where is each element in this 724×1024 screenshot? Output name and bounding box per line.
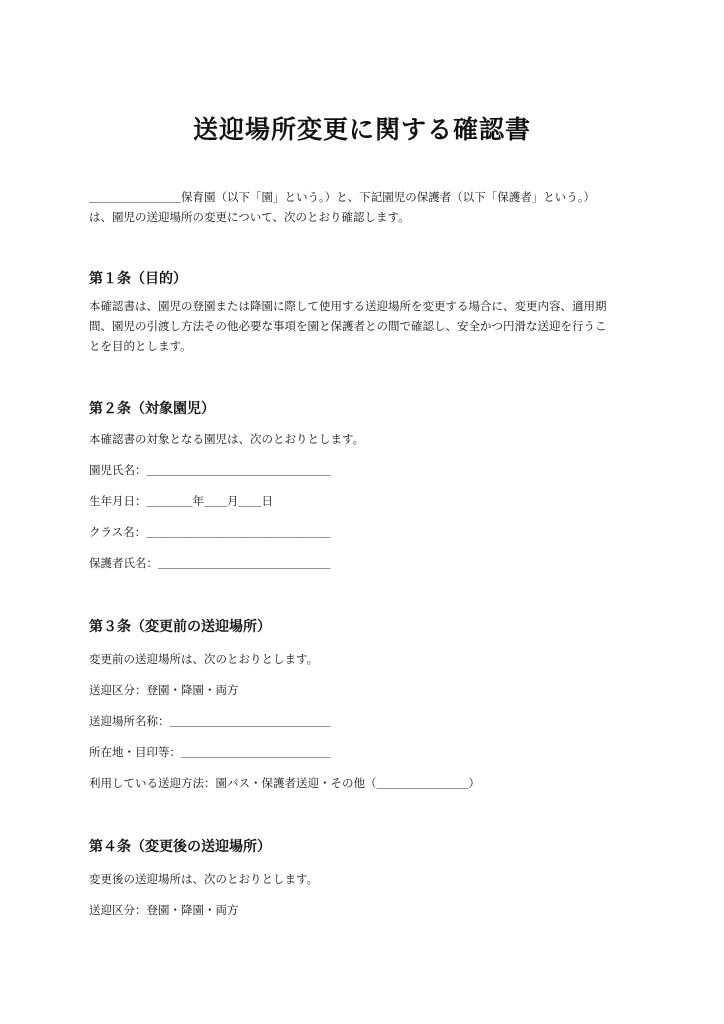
transport-method-field: 利用している送迎方法：園バス・保護者送迎・その他（＿＿＿＿＿＿＿＿） bbox=[89, 776, 480, 790]
address-landmark-field: 所在地・目印等：＿＿＿＿＿＿＿＿＿＿＿＿＿ bbox=[89, 745, 331, 759]
intro-line: は、園児の送迎場所の変更について、次のとおり確認します。 bbox=[89, 210, 410, 224]
article1-body bbox=[89, 296, 639, 356]
article4-lead: 変更後の送迎場所は、次のとおりとします。 bbox=[89, 872, 319, 886]
intro-line: ＿＿＿＿＿＿＿＿保育園（以下「園」という。）と、下記園児の保護者（以下「保護者」という。） bbox=[89, 190, 595, 204]
pickup-place-name-field: 送迎場所名称：＿＿＿＿＿＿＿＿＿＿＿＿＿＿ bbox=[89, 714, 331, 728]
article1-line: とを目的とします。 bbox=[89, 339, 192, 353]
pickup-type-field: 送迎区分：登園・降園・両方 bbox=[89, 683, 239, 697]
article2-heading: 第２条（対象園児） bbox=[89, 401, 215, 417]
birthdate-field: 生年月日：＿＿＿＿年＿＿月＿＿日 bbox=[89, 494, 273, 508]
article2-lead: 本確認書の対象となる園児は、次のとおりとします。 bbox=[89, 432, 365, 446]
class-name-field: クラス名：＿＿＿＿＿＿＿＿＿＿＿＿＿＿＿＿ bbox=[89, 525, 331, 539]
article1-line: 間、園児の引渡し方法その他必要な事項を園と保護者との間で確認し、安全かつ円滑な送迎を行うこ bbox=[89, 319, 607, 333]
document-title: 送迎場所変更に関する確認書 bbox=[192, 115, 531, 144]
article3-heading: 第３条（変更前の送迎場所） bbox=[89, 619, 271, 635]
guardian-name-field: 保護者氏名：＿＿＿＿＿＿＿＿＿＿＿＿＿＿＿ bbox=[89, 556, 331, 570]
child-name-field: 園児氏名：＿＿＿＿＿＿＿＿＿＿＿＿＿＿＿＿ bbox=[89, 463, 331, 477]
article4-heading: 第４条（変更後の送迎場所） bbox=[89, 839, 271, 855]
article3-lead: 変更前の送迎場所は、次のとおりとします。 bbox=[89, 652, 319, 666]
pickup-type-field-after: 送迎区分：登園・降園・両方 bbox=[89, 903, 239, 917]
article1-line: 本確認書は、園児の登園または降園に際して使用する送迎場所を変更する場合に、変更内容、適用期 bbox=[89, 299, 607, 313]
intro-paragraph bbox=[89, 187, 639, 227]
article1-heading: 第１条（目的） bbox=[89, 271, 187, 287]
